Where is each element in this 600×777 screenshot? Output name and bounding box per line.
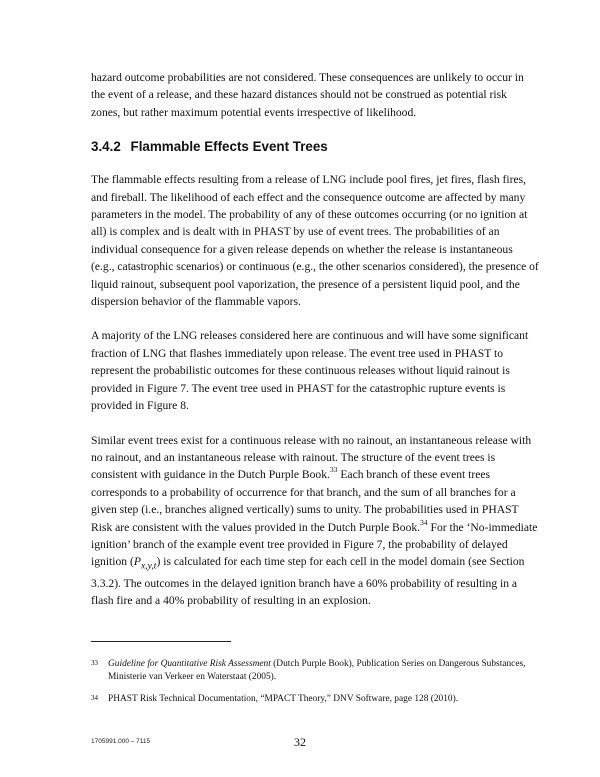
- para3-sentence-1: Similar event trees exist for a continuous release with no rainout, an instantaneous release with no rainout, and an instantaneous release with rainout. The structure of the event trees is consistent with guidance in the Dutch Purple Book.: [91, 433, 532, 482]
- footnotes: [91, 658, 561, 715]
- footnote-33: [91, 658, 561, 684]
- footnote-text: (Dutch Purple Book), Publication Series on Dangerous Substances, Ministerie van Verkeer en Waterstaat (2005).: [108, 659, 526, 682]
- footnote-title: Guideline for Quantitative Risk Assessment: [108, 659, 271, 669]
- document-id: 1705991.000 – 7115: [91, 738, 151, 745]
- probability-subscript: x,y,t: [140, 560, 157, 572]
- footnote-34: [91, 693, 561, 706]
- para3-sentence-2: Each branch of these event trees corresponds to a probability of occurrence for that branch, and the sum of all branches for a given step (i.e., branches aligned vertically) sums to unity. The probabilities used in PHAST Risk are consistent with the values provided in the Dutch Purple Book.: [91, 468, 519, 534]
- section-title: Flammable Effects Event Trees: [130, 139, 328, 155]
- footnote-divider: [91, 641, 231, 642]
- paragraph-flammable-effects: The flammable effects resulting from a release of LNG include pool fires, jet fires, flash fires, and fireball. The likelihood of each effect and the consequence outcome are affected by many parameters in the model. The probability of any of these outcomes occurring (or no ignition at all) is complex and is dealt with in PHAST by use of event trees. The probabilities of an individual consequence for a given release depends on whether the release is instantaneous (e.g., catastrophic scenarios) or continuous (e.g., the other scenarios considered), the presence of liquid rainout, subsequent pool vaporization, the presence of a persistent liquid pool, and the dispersion behavior of the flammable vapors.: [91, 173, 539, 309]
- page-number: 32: [294, 735, 306, 749]
- footnote-ref-33[interactable]: 33: [329, 465, 338, 475]
- paragraph-lng-releases: A majority of the LNG releases considered here are continuous and will have some significant fraction of LNG that flashes immediately upon release. The event tree used in PHAST to represent the probabilistic outcomes for these continuous releases without liquid rainout is provided in Figure 7. The event tree used in PHAST for the catastrophic rupture events is provided in Figure 8.: [91, 329, 529, 413]
- paragraph-similar-event-trees: [91, 432, 539, 610]
- probability-symbol: $P_{x,y,t}$: [133, 555, 157, 572]
- section-number: 3.4.2: [91, 139, 121, 155]
- footnote-number: 33: [91, 659, 98, 667]
- footnote-text: PHAST Risk Technical Documentation, “MPACT Theory,” DNV Software, page 128 (2010).: [108, 694, 459, 704]
- para3-sentence-4: ) is calculated for each time step for each cell in the model domain (see Section 3.3.2). The outcomes in the delayed ignition branch have a 60% probability of resulting in a flash fire and a 40% probability of resulting in an explosion.: [91, 555, 525, 608]
- footnote-number: 34: [91, 694, 98, 702]
- para3-sentence-3: For the ‘No-immediate ignition’ branch of the example event tree provided in Figure 7, the probability of delayed ignition (: [91, 520, 538, 569]
- footnote-ref-34[interactable]: 34: [420, 517, 428, 527]
- main-content: [91, 69, 539, 627]
- intro-paragraph: hazard outcome probabilities are not considered. These consequences are unlikely to occur in the event of a release, and these hazard distances should not be construed as potential risk zones, but rather maximum potential events irrespective of likelihood.: [91, 71, 524, 119]
- section-heading: [91, 138, 539, 156]
